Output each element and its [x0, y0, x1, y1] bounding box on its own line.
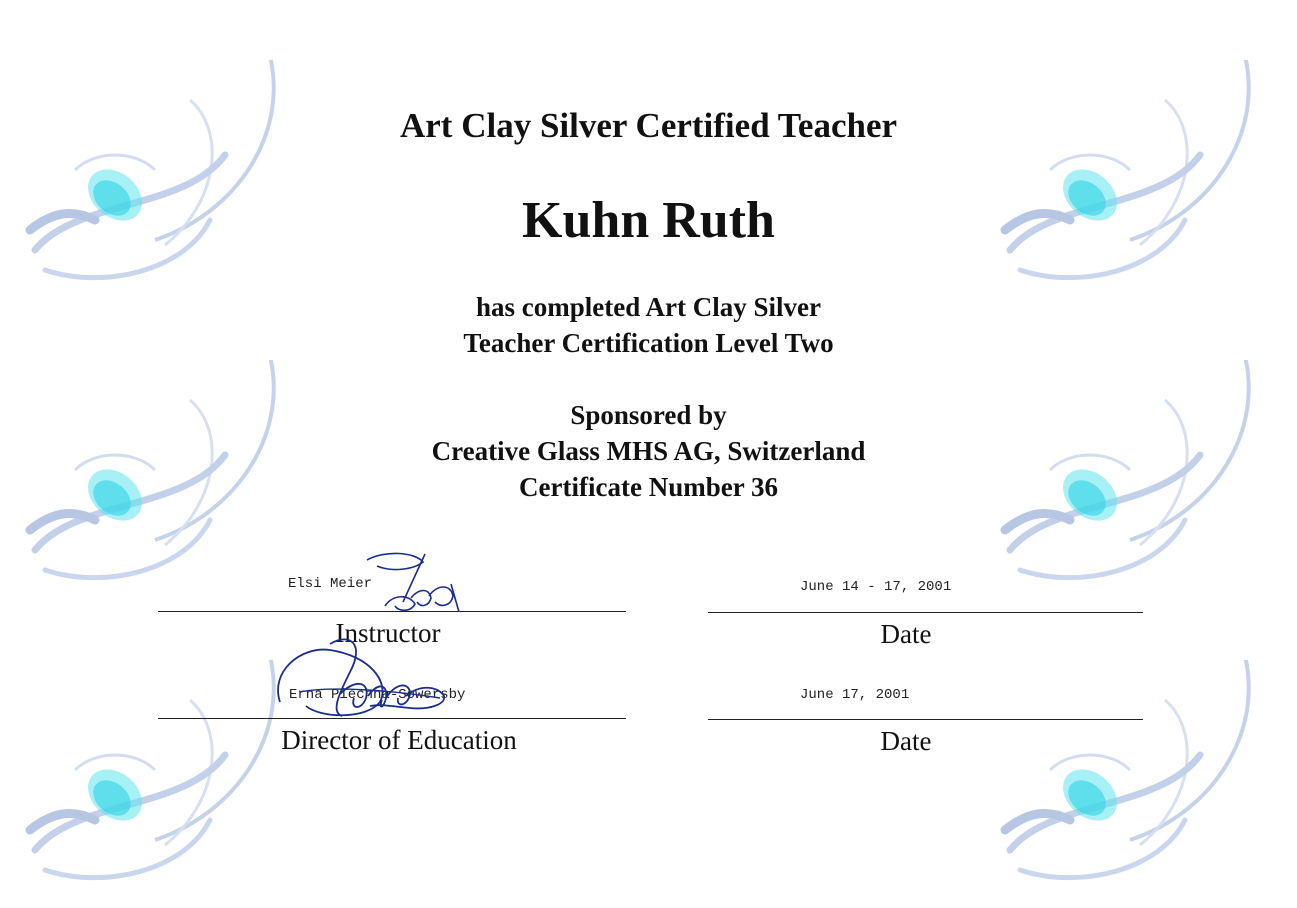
recipient-name: Kuhn Ruth: [522, 192, 775, 249]
watermark-motif-icon: [990, 660, 1290, 908]
sponsored-by-label: Sponsored by: [570, 400, 727, 430]
instructor-signature-line: [158, 611, 626, 612]
sponsor-block: [0, 397, 1297, 505]
certificate-title: Art Clay Silver Certified Teacher: [399, 106, 898, 145]
certificate-number: Certificate Number 36: [519, 472, 778, 502]
completion-statement: [0, 289, 1297, 361]
instructor-date-label: Date: [880, 619, 932, 649]
sponsor-name: Creative Glass MHS AG, Switzerland: [431, 436, 866, 466]
instructor-role-label: Instructor: [335, 618, 441, 648]
director-date-value: June 17, 2001: [800, 687, 910, 703]
director-signature-line: [158, 718, 626, 719]
completion-line-2: Teacher Certification Level Two: [463, 328, 834, 358]
instructor-signature-icon: [355, 548, 475, 618]
completion-line-1: has completed Art Clay Silver: [476, 292, 821, 322]
director-typed-name: Erna Piechna-Sowersby: [289, 687, 466, 703]
director-role-label: Director of Education: [281, 725, 517, 755]
instructor-typed-name: Elsi Meier: [288, 576, 373, 592]
instructor-date-value: June 14 - 17, 2001: [800, 579, 952, 595]
director-date-line: [708, 719, 1143, 720]
director-date-label: Date: [880, 726, 932, 756]
watermark-motif-icon: [15, 660, 315, 908]
instructor-date-line: [708, 612, 1143, 613]
